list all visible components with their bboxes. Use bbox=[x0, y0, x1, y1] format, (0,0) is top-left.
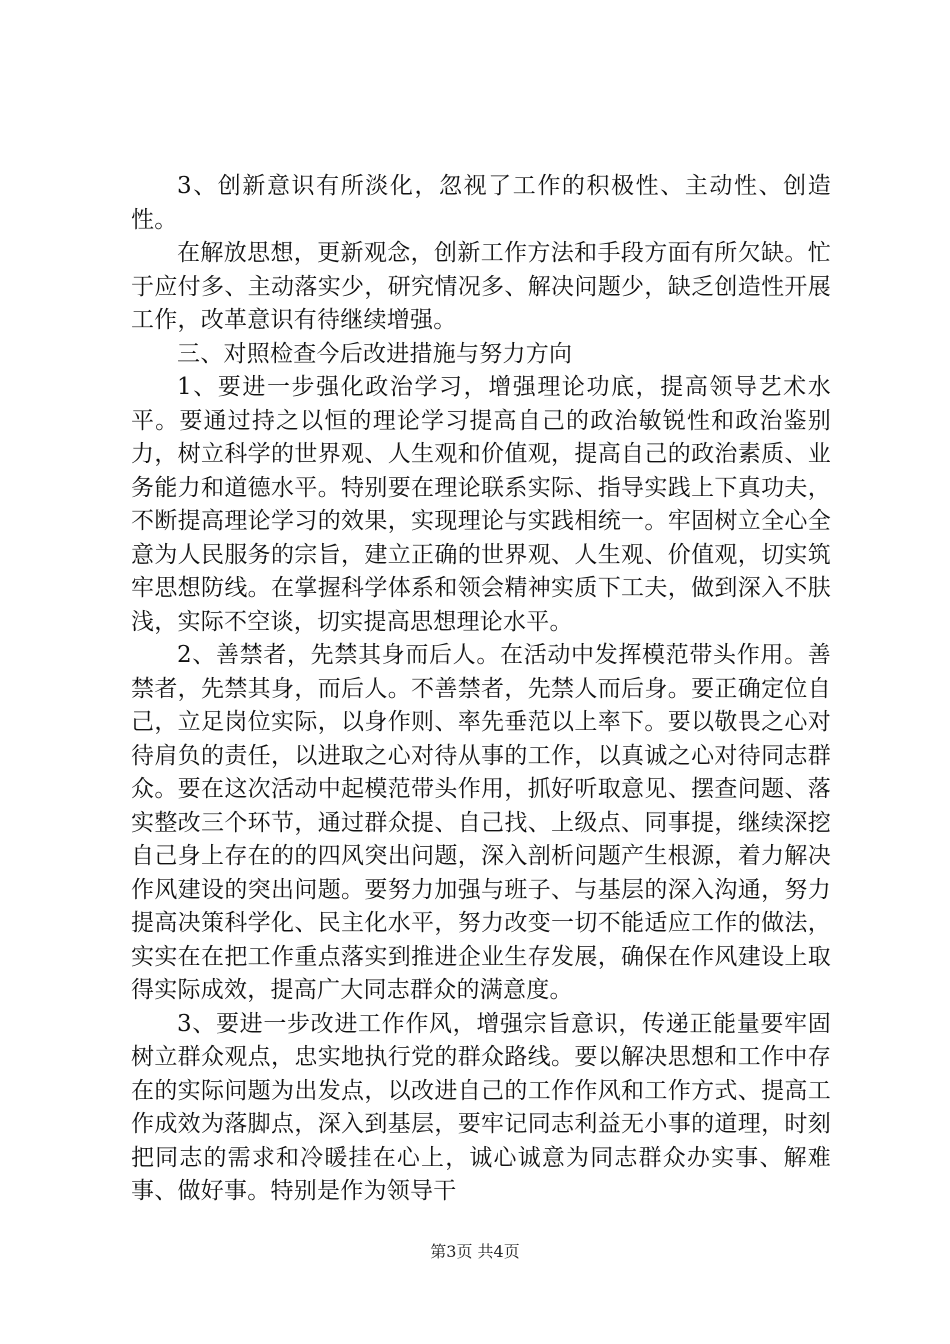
page-footer: 第3页 共4页 bbox=[430, 1242, 520, 1261]
section-heading-improvement: 三、对照检查今后改进措施与努力方向 bbox=[177, 340, 573, 367]
paragraph-innovation-detail: 在解放思想，更新观念，创新工作方法和手段方面有所欠缺。忙于应付多、主动落实少，研究情况多、解决问题少，缺乏创造性开展工作，改革意识有待继续增强。 bbox=[131, 240, 831, 333]
paragraph-work-style: 3、要进一步改进工作作风，增强宗旨意识，传递正能量要牢固树立群众观点，忠实地执行党的群众路线。要以解决思想和工作中存在的实际问题为出发点，以改进自己的工作作风和工作方式、提高工作成效为落脚点，深入到基层，要牢记同志利益无小事的道理，时刻把同志的需求和冷暖挂在心上，诚心诚意为同志群众办实事、解难事、做好事。特别是作为领导干 bbox=[131, 1010, 831, 1204]
paragraph-exemplary-role: 2、善禁者，先禁其身而后人。在活动中发挥模范带头作用。善禁者，先禁其身，而后人。不善禁者，先禁人而后身。要正确定位自己，立足岗位实际，以身作则、率先垂范以上率下。要以敬畏之心对待肩负的责任，以进取之心对待从事的工作，以真诚之心对待同志群众。要在这次活动中起模范带头作用，抓好听取意见、摆查问题、落实整改三个环节，通过群众提、自己找、上级点、同事提，继续深挖自己身上存在的的四风突出问题，深入剖析问题产生根源，着力解决作风建设的突出问题。要努力加强与班子、与基层的深入沟通，努力提高决策科学化、民主化水平，努力改变一切不能适应工作的做法，实实在在把工作重点落实到推进企业生存发展，确保在作风建设上取得实际成效，提高广大同志群众的满意度。 bbox=[131, 642, 831, 1003]
paragraph-political-study: 1、要进一步强化政治学习，增强理论功底，提高领导艺术水平。要通过持之以恒的理论学习提高自己的政治敏锐性和政治鉴别力，树立科学的世界观、人生观和价值观，提高自己的政治素质、业务能力和道德水平。特别要在理论联系实际、指导实践上下真功夫，不断提高理论学习的效果，实现理论与实践相统一。牢固树立全心全意为人民服务的宗旨，建立正确的世界观、人生观、价值观，切实筑牢思想防线。在掌握科学体系和领会精神实质下工夫，做到深入不肤浅，实际不空谈，切实提高思想理论水平。 bbox=[131, 374, 831, 635]
paragraph-innovation-awareness: 3、创新意识有所淡化，忽视了工作的积极性、主动性、创造性。 bbox=[131, 173, 831, 233]
document-body bbox=[131, 170, 831, 1209]
